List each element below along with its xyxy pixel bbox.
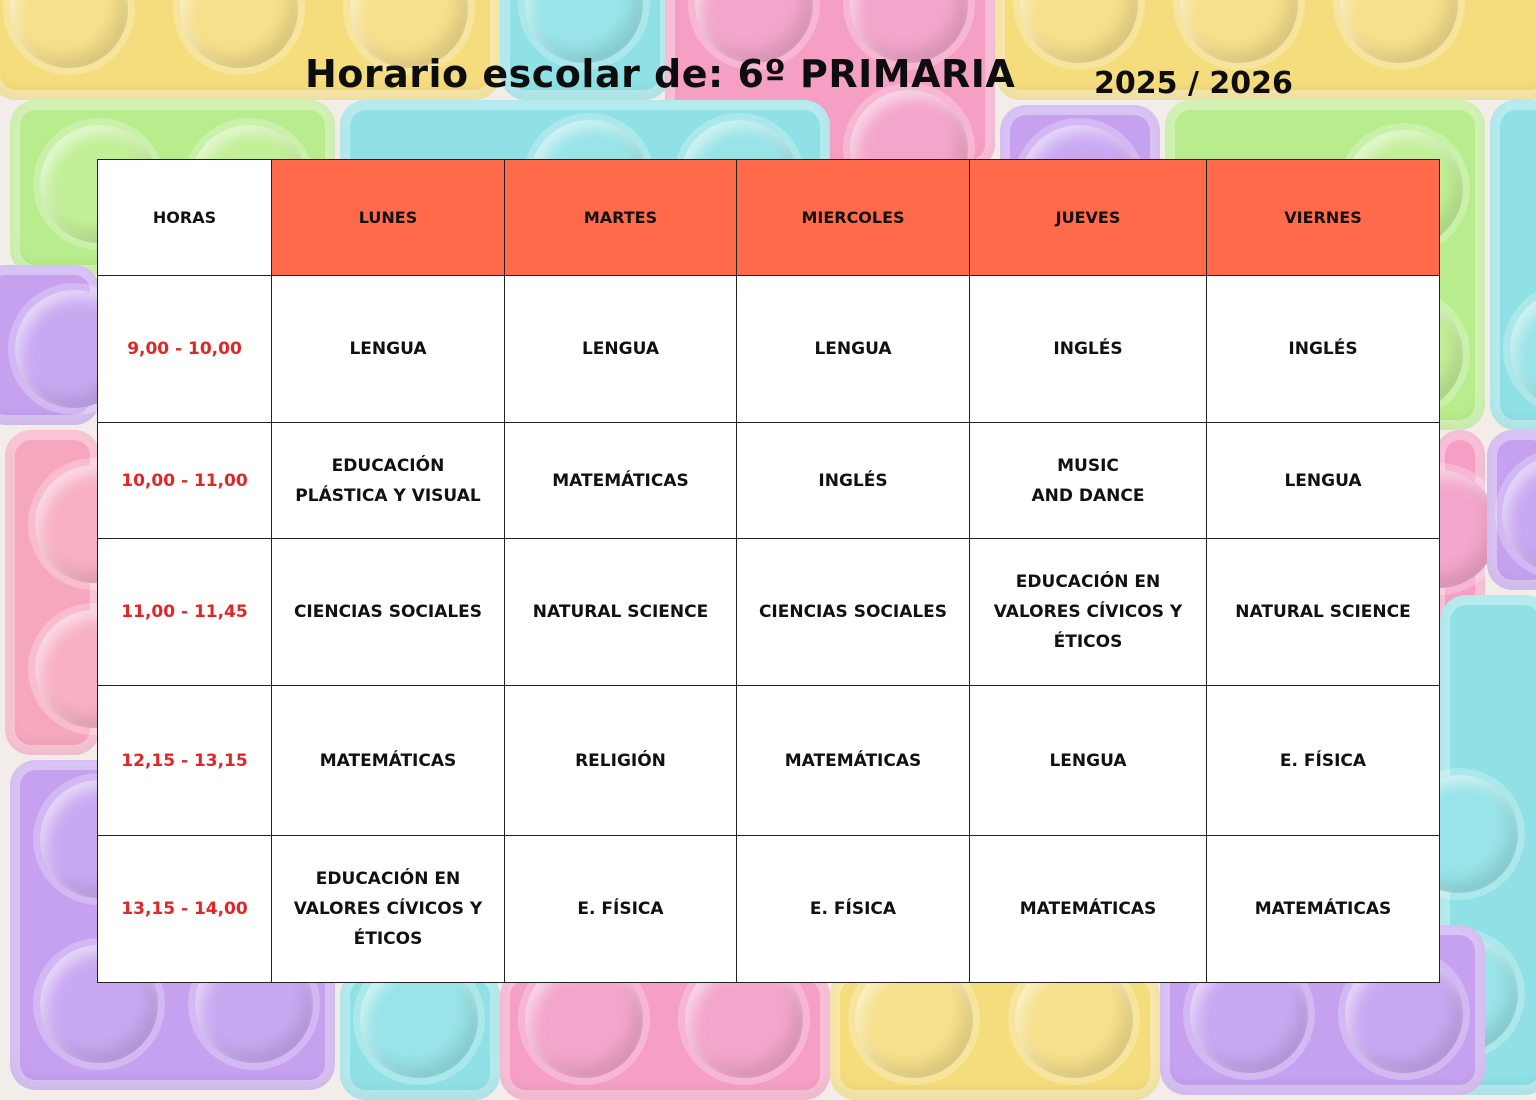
popit-tile	[830, 970, 1160, 1100]
subject-cell: MATEMÁTICAS	[1207, 836, 1440, 983]
header-row	[98, 160, 1440, 276]
popit-tile	[500, 970, 830, 1100]
popit-tile	[340, 970, 500, 1100]
subject-cell: EDUCACIÓN EN VALORES CÍVICOS Y ÉTICOS	[272, 836, 505, 983]
subject-cell: E. FÍSICA	[505, 836, 737, 983]
table-row	[98, 686, 1440, 836]
subject-cell: MATEMÁTICAS	[505, 423, 737, 539]
popit-tile	[1490, 100, 1536, 430]
schedule-table	[97, 159, 1440, 983]
subject-cell: EDUCACIÓN EN VALORES CÍVICOS Y ÉTICOS	[970, 539, 1207, 686]
subject-cell: MATEMÁTICAS	[272, 686, 505, 836]
subject-cell: NATURAL SCIENCE	[1207, 539, 1440, 686]
popit-tile	[0, 265, 100, 425]
school-year: 2025 / 2026	[1094, 66, 1293, 101]
subject-cell: LENGUA	[505, 276, 737, 423]
day-header: VIERNES	[1207, 160, 1440, 276]
table-row	[98, 423, 1440, 539]
page-title: Horario escolar de: 6º PRIMARIA	[305, 52, 1016, 96]
popit-tile	[1487, 430, 1536, 590]
table-row	[98, 836, 1440, 983]
subject-cell: INGLÉS	[1207, 276, 1440, 423]
day-header: JUEVES	[970, 160, 1207, 276]
hour-cell: 10,00 - 11,00	[98, 423, 272, 539]
popit-tile	[5, 430, 100, 755]
subject-cell: E. FÍSICA	[737, 836, 970, 983]
hours-header: HORAS	[98, 160, 272, 276]
hour-cell: 12,15 - 13,15	[98, 686, 272, 836]
day-header: MIERCOLES	[737, 160, 970, 276]
subject-cell: CIENCIAS SOCIALES	[272, 539, 505, 686]
day-header: LUNES	[272, 160, 505, 276]
subject-cell: EDUCACIÓN PLÁSTICA Y VISUAL	[272, 423, 505, 539]
subject-cell: LENGUA	[1207, 423, 1440, 539]
subject-cell: E. FÍSICA	[1207, 686, 1440, 836]
subject-cell: MATEMÁTICAS	[970, 836, 1207, 983]
table-row	[98, 539, 1440, 686]
subject-cell: CIENCIAS SOCIALES	[737, 539, 970, 686]
subject-cell: RELIGIÓN	[505, 686, 737, 836]
table-row	[98, 276, 1440, 423]
hour-cell: 11,00 - 11,45	[98, 539, 272, 686]
subject-cell: LENGUA	[737, 276, 970, 423]
subject-cell: NATURAL SCIENCE	[505, 539, 737, 686]
hour-cell: 13,15 - 14,00	[98, 836, 272, 983]
subject-cell: MATEMÁTICAS	[737, 686, 970, 836]
subject-cell: INGLÉS	[737, 423, 970, 539]
subject-cell: MUSIC AND DANCE	[970, 423, 1207, 539]
subject-cell: LENGUA	[272, 276, 505, 423]
subject-cell: INGLÉS	[970, 276, 1207, 423]
subject-cell: LENGUA	[970, 686, 1207, 836]
hour-cell: 9,00 - 10,00	[98, 276, 272, 423]
day-header: MARTES	[505, 160, 737, 276]
